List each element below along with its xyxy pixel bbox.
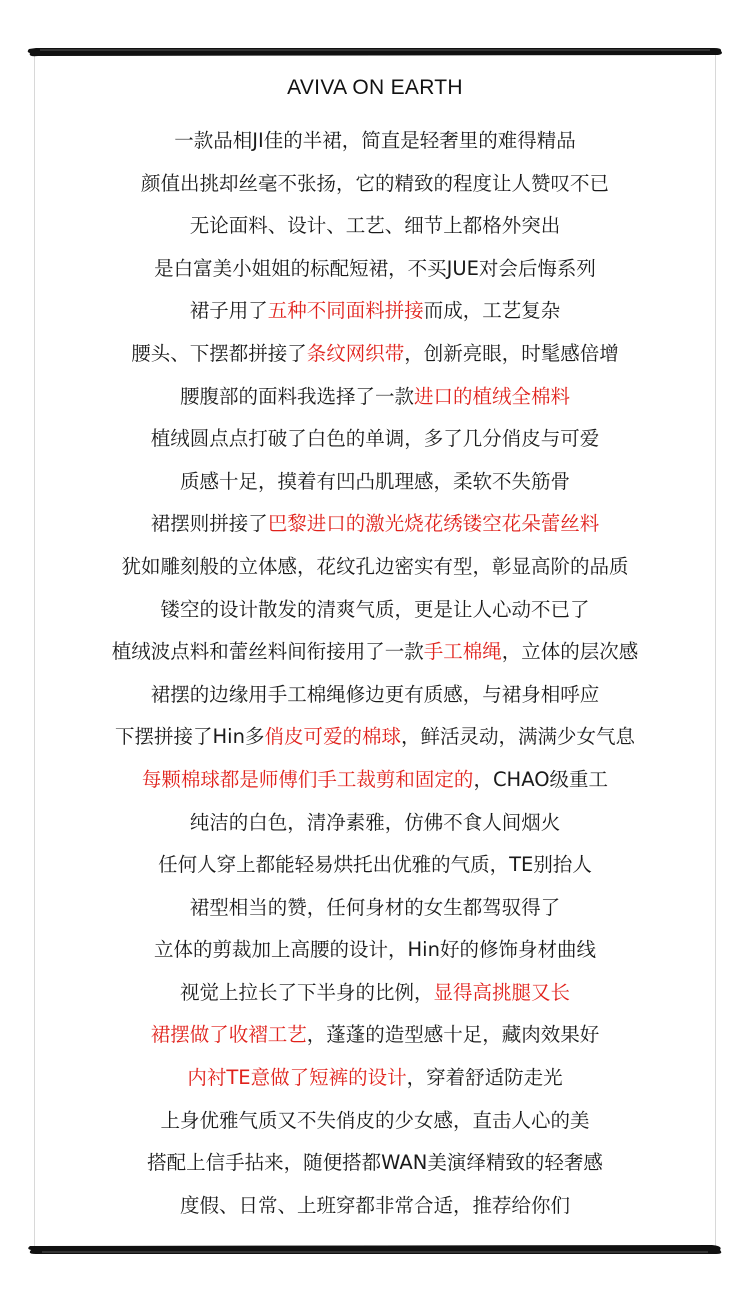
highlighted-text: 每颗棉球都是师傅们手工裁剪和固定的 — [141, 767, 474, 791]
line-text: ，创新亮眼，时髦感倍增 — [404, 341, 619, 365]
text-line — [35, 716, 715, 759]
highlighted-text: 进口的植绒全棉料 — [414, 384, 571, 408]
line-text: 上身优雅气质又不失俏皮的少女感，直击人心的美 — [160, 1108, 590, 1132]
highlighted-text: 巴黎进口的激光烧花绣镂空花朵蕾丝料 — [267, 512, 600, 536]
text-line — [35, 1057, 715, 1100]
line-text: 镂空的设计散发的清爽气质，更是让人心动不已了 — [160, 597, 590, 621]
text-line — [35, 887, 715, 930]
text-line — [35, 503, 715, 546]
text-line — [35, 1142, 715, 1185]
highlighted-text: 条纹网织带 — [306, 341, 405, 365]
text-line — [35, 120, 715, 163]
line-text: 裙型相当的赞，任何身材的女生都驾驭得了 — [189, 895, 561, 919]
bottom-scroll-roller — [26, 1242, 724, 1258]
top-scroll-roller — [26, 44, 724, 60]
line-text: 一款品相JI佳的半裙，简直是轻奢里的难得精品 — [174, 129, 576, 152]
bottom-roller-graphic — [26, 1242, 724, 1258]
line-text: 腰腹部的面料我选择了一款 — [179, 384, 414, 408]
line-text: 质感十足，摸着有凹凸肌理感，柔软不失筋骨 — [179, 469, 570, 493]
line-text: 而成，工艺复杂 — [423, 299, 561, 323]
text-line — [35, 205, 715, 248]
text-line — [35, 290, 715, 333]
text-line — [35, 546, 715, 589]
text-line — [35, 163, 715, 206]
line-text: 犹如雕刻般的立体感，花纹孔边密实有型，彰显高阶的品质 — [121, 554, 629, 578]
text-line — [35, 802, 715, 845]
description-lines — [35, 120, 715, 1227]
text-line — [35, 1100, 715, 1143]
text-line — [35, 248, 715, 291]
text-line — [35, 589, 715, 632]
line-text: 植绒圆点点打破了白色的单调，多了几分俏皮与可爱 — [150, 427, 600, 451]
highlighted-text: 裙摆做了收褶工艺 — [150, 1023, 307, 1047]
scroll-frame — [26, 44, 724, 1258]
scroll-paper — [34, 54, 716, 1248]
text-line — [35, 418, 715, 461]
text-line — [35, 376, 715, 419]
line-text: 纯洁的白色，清净素雅，仿佛不食人间烟火 — [189, 810, 561, 834]
line-text: ，CHAO级重工 — [473, 767, 609, 791]
top-roller-graphic — [26, 44, 724, 60]
text-line — [35, 333, 715, 376]
text-line — [35, 972, 715, 1015]
line-text: 搭配上信手拈来，随便搭都WAN美演绎精致的轻奢感 — [147, 1151, 603, 1175]
text-line — [35, 1185, 715, 1228]
line-text: 立体的剪裁加上高腰的设计，Hin好的修饰身材曲线 — [154, 938, 596, 962]
text-line — [35, 674, 715, 717]
line-text: ，鲜活灵动，满满少女气息 — [400, 725, 635, 749]
line-text: 无论面料、设计、工艺、细节上都格外突出 — [189, 214, 561, 238]
text-line — [35, 929, 715, 972]
line-text: ，立体的层次感 — [501, 640, 639, 664]
highlighted-text: 内衬TE意做了短裤的设计 — [187, 1066, 407, 1090]
page-title: AVIVA ON EARTH — [287, 76, 463, 99]
line-text: 任何人穿上都能轻易烘托出优雅的气质，TE别抬人 — [158, 853, 592, 877]
line-text: 裙摆则拼接了 — [150, 512, 268, 536]
highlighted-text: 俏皮可爱的棉球 — [264, 725, 401, 749]
line-text: ，穿着舒适防走光 — [406, 1066, 563, 1090]
text-line — [35, 631, 715, 674]
line-text: ，蓬蓬的造型感十足，藏肉效果好 — [306, 1023, 600, 1047]
line-text: 度假、日常、上班穿都非常合适，推荐给你们 — [179, 1193, 570, 1217]
line-text: 植绒波点料和蕾丝料间衔接用了一款 — [111, 640, 424, 664]
text-line — [35, 759, 715, 802]
line-text: 裙摆的边缘用手工棉绳修边更有质感，与裙身相呼应 — [150, 682, 600, 706]
text-line — [35, 461, 715, 504]
line-text: 裙子用了 — [189, 299, 268, 323]
line-text: 下摆拼接了Hin多 — [115, 725, 265, 749]
highlighted-text: 手工棉绳 — [423, 640, 502, 664]
line-text: 腰头、下摆都拼接了 — [131, 341, 307, 365]
highlighted-text: 显得高挑腿又长 — [433, 980, 571, 1004]
line-text: 视觉上拉长了下半身的比例， — [179, 980, 434, 1004]
highlighted-text: 五种不同面料拼接 — [267, 299, 424, 323]
text-line — [35, 1014, 715, 1057]
line-text: 是白富美小姐姐的标配短裙，不买JUE对会后悔系列 — [154, 256, 596, 280]
text-line — [35, 844, 715, 887]
line-text: 颜值出挑却丝毫不张扬，它的精致的程度让人赞叹不已 — [140, 171, 609, 195]
